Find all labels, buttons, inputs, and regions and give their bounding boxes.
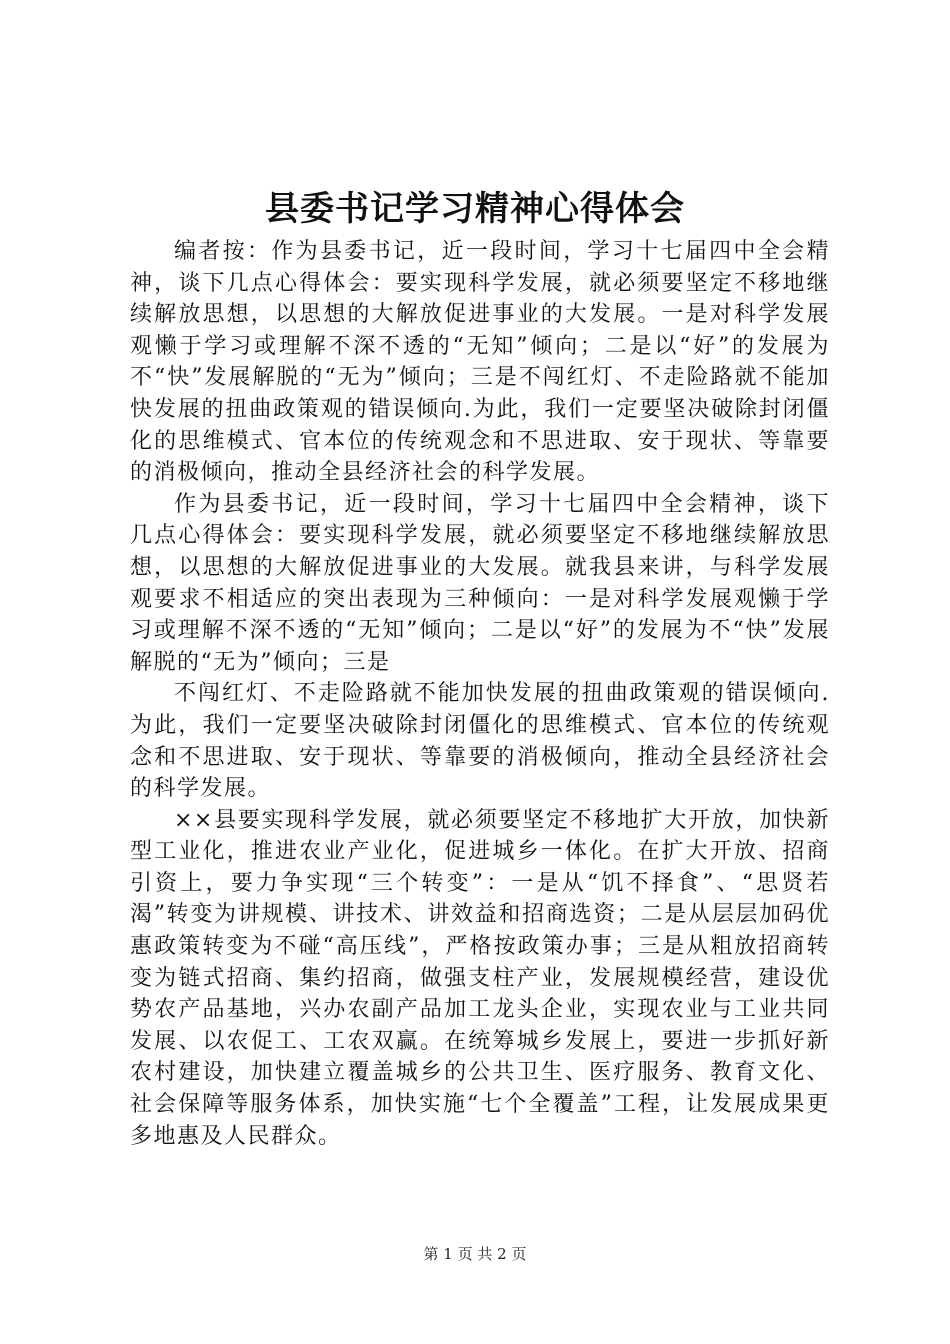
document-title: 县委书记学习精神心得体会 xyxy=(265,189,685,229)
document-body xyxy=(130,236,830,1152)
page-number-current: 第 1 页 xyxy=(423,1245,473,1263)
paragraph-editor-note: 编者按：作为县委书记，近一段时间，学习十七届四中全会精神，谈下几点心得体会：要实现科学发展，就必须要坚定不移地继续解放思想，以思想的大解放促进事业的大发展。一是对科学发展观懒于学习或理解不深不透的“无知”倾向；二是以“好”的发展为不“快”发展解脱的“无为”倾向；三是不闯红灯、不走险路就不能加快发展的扭曲政策观的错误倾向.为此，我们一定要坚决破除封闭僵化的思维模式、官本位的传统观念和不思进取、安于现状、等靠要的消极倾向，推动全县经济社会的科学发展。 xyxy=(130,239,830,486)
paragraph-body-3: ××县要实现科学发展，就必须要坚定不移地扩大开放，加快新型工业化，推进农业产业化，促进城乡一体化。在扩大开放、招商引资上，要力争实现“三个转变”：一是从“饥不择食”、“思贤若渴”转变为讲规模、讲技术、讲效益和招商选资；二是从层层加码优惠政策转变为不碰“高压线”，严格按政策办事；三是从粗放招商转变为链式招商、集约招商，做强支柱产业，发展规模经营，建设优势农产品基地，兴办农副产品加工龙头企业，实现农业与工业共同发展、以农促工、工农双赢。在统筹城乡发展上，要进一步抓好新农村建设，加快建立覆盖城乡的公共卫生、医疗服务、教育文化、社会保障等服务体系，加快实施“七个全覆盖”工程，让发展成果更多地惠及人民群众。 xyxy=(130,807,830,1149)
paragraph-body-2: 不闯红灯、不走险路就不能加快发展的扭曲政策观的错误倾向.为此，我们一定要坚决破除封闭僵化的思维模式、官本位的传统观念和不思进取、安于现状、等靠要的消极倾向，推动全县经济社会的科学发展。 xyxy=(130,681,830,802)
paragraph-body-1: 作为县委书记，近一段时间，学习十七届四中全会精神，谈下几点心得体会：要实现科学发展，就必须要坚定不移地继续解放思想，以思想的大解放促进事业的大发展。就我县来讲，与科学发展观要求不相适应的突出表现为三种倾向：一是对科学发展观懒于学习或理解不深不透的“无知”倾向；二是以“好”的发展为不“快”发展解脱的“无为”倾向；三是 xyxy=(130,491,830,675)
page-footer xyxy=(0,1243,950,1265)
page-number-total: 共 2 页 xyxy=(477,1245,527,1263)
